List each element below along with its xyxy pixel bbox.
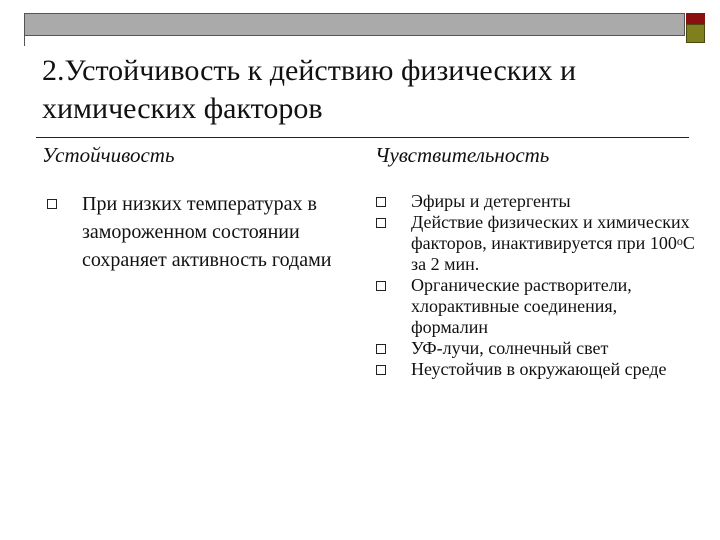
list-item-text [411, 212, 696, 275]
slide-title: 2.Устойчивость к действию физических и химических факторов [42, 54, 576, 125]
list-item-text: Эфиры и детергенты [411, 191, 571, 211]
header-tick [24, 36, 25, 46]
square-bullet-icon [376, 197, 386, 207]
square-bullet-icon [376, 281, 386, 291]
list-item [376, 359, 696, 380]
list-item [376, 338, 696, 359]
square-bullet-icon [376, 218, 386, 228]
degree-mark: o [676, 234, 683, 248]
item-text-main: Действие физических и химических факторов, инактивируется при 100 [411, 212, 690, 253]
square-bullet-icon [376, 365, 386, 375]
list-item-text: Органические растворители, хлорактивные соединения, формалин [411, 275, 632, 337]
corner-block-olive [686, 24, 705, 43]
list-item [47, 190, 347, 274]
header-bar [24, 13, 685, 36]
sensitivity-list [376, 191, 696, 380]
resistance-list [47, 190, 347, 274]
list-item [376, 212, 696, 275]
square-bullet-icon [47, 199, 57, 209]
list-item-text: УФ-лучи, солнечный свет [411, 338, 609, 358]
item-text-tail: С за 2 мин. [411, 233, 695, 274]
title-divider [36, 137, 689, 138]
corner-block-red [686, 13, 705, 24]
list-item [376, 275, 696, 338]
list-item-text: При низких температурах в замороженном состоянии сохраняет активность годами [82, 193, 332, 271]
column-heading-sensitivity: Чувствительность [375, 143, 550, 167]
list-item [376, 191, 696, 212]
square-bullet-icon [376, 344, 386, 354]
list-item-text: Неустойчив в окружающей среде [411, 359, 667, 379]
column-heading-resistance: Устойчивость [42, 143, 175, 167]
